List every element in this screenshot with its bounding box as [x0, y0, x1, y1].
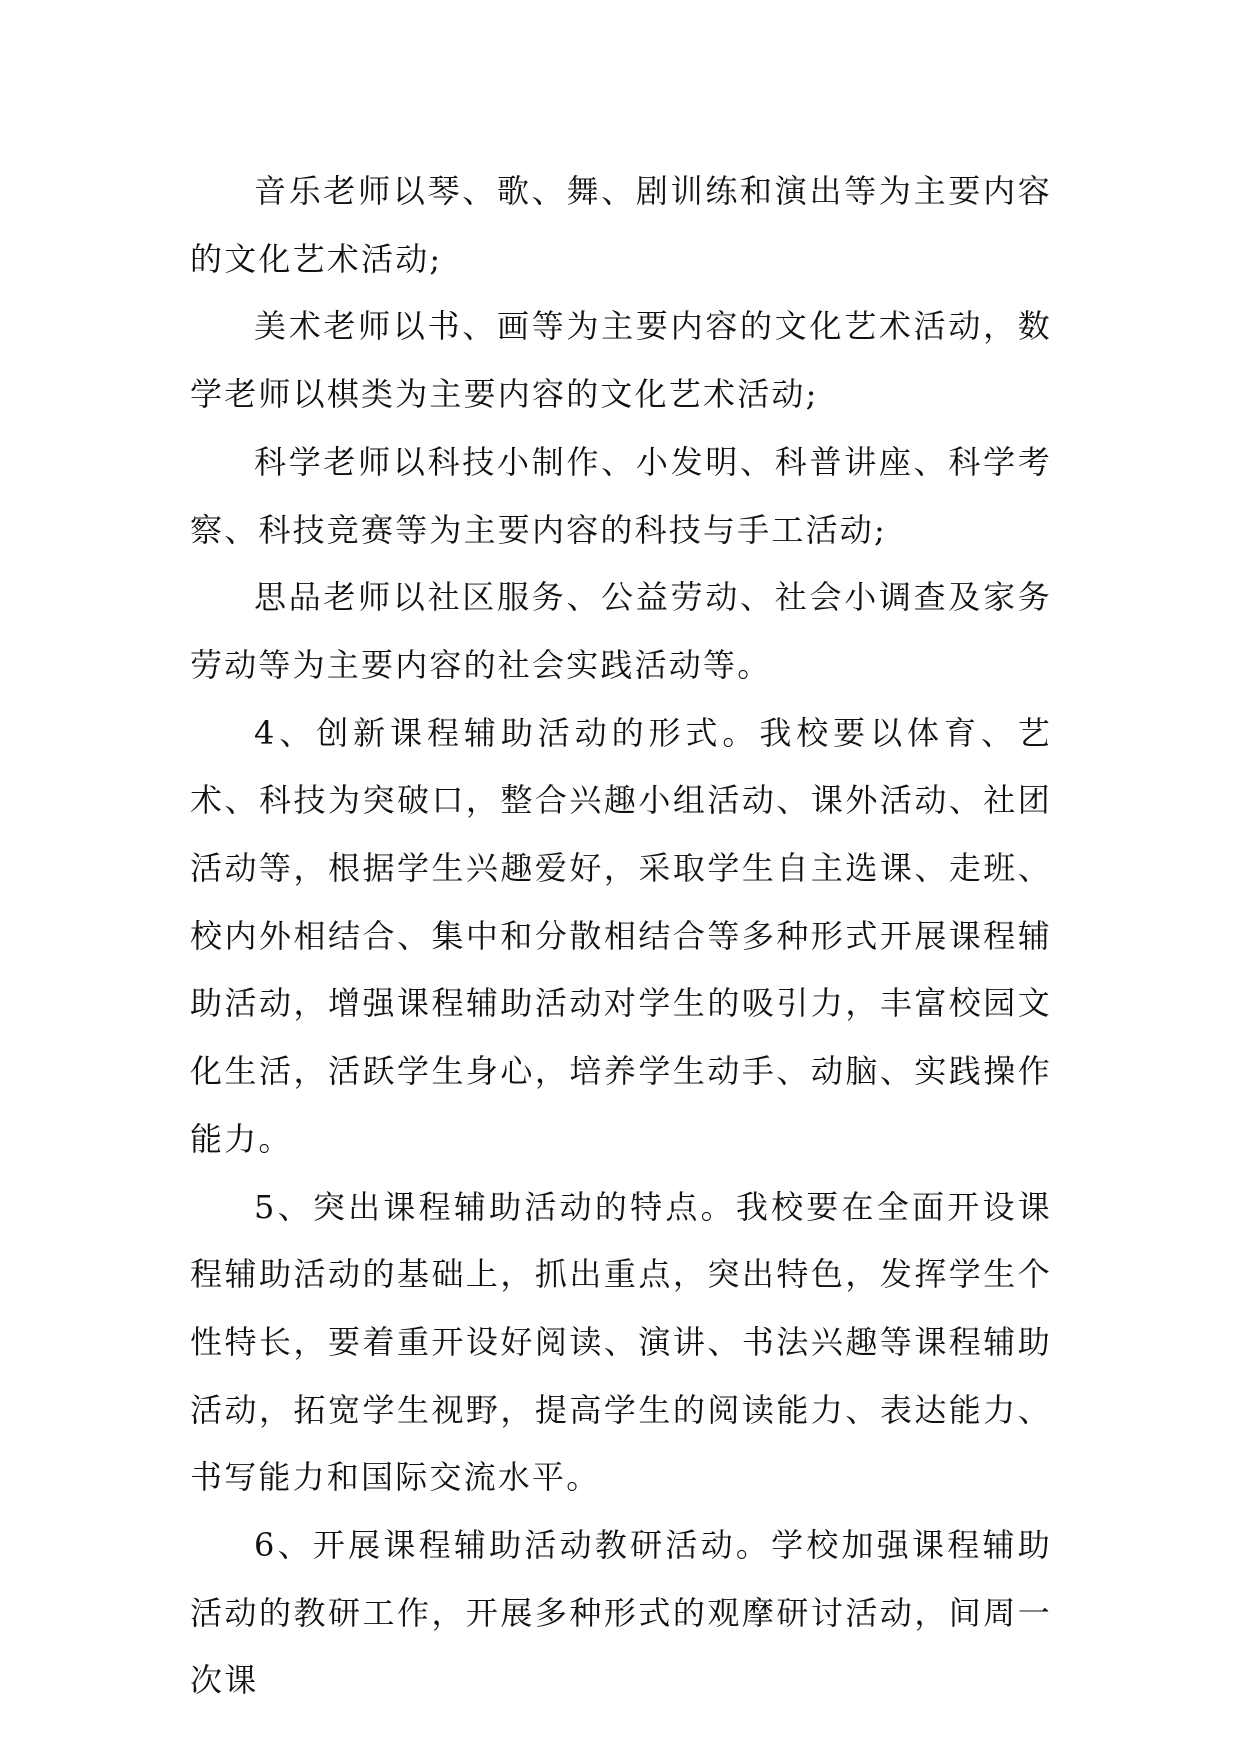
paragraph-ethics-teacher: 思品老师以社区服务、公益劳动、社会小调查及家务劳动等为主要内容的社会实践活动等。 — [190, 578, 1052, 684]
document-body — [190, 158, 1052, 1715]
paragraph-item-5: 5、突出课程辅助活动的特点。我校要在全面开设课程辅助活动的基础上，抓出重点，突出特色，发挥学生个性特长，要着重开设好阅读、演讲、书法兴趣等课程辅助活动，拓宽学生视野，提高学生的阅读能力、表达能力、书写能力和国际交流水平。 — [190, 1187, 1052, 1497]
paragraph-item-6: 6、开展课程辅助活动教研活动。学校加强课程辅助活动的教研工作，开展多种形式的观摩研讨活动，间周一次课 — [190, 1526, 1052, 1700]
paragraph-music-teacher: 音乐老师以琴、歌、舞、剧训练和演出等为主要内容的文化艺术活动; — [190, 172, 1052, 278]
paragraph-science-teacher: 科学老师以科技小制作、小发明、科普讲座、科学考察、科技竞赛等为主要内容的科技与手工活动; — [190, 442, 1052, 549]
paragraph-item-4: 4、创新课程辅助活动的形式。我校要以体育、艺术、科技为突破口，整合兴趣小组活动、课外活动、社团活动等，根据学生兴趣爱好，采取学生自主选课、走班、校内外相结合、集中和分散相结合等多种形式开展课程辅助活动，增强课程辅助活动对学生的吸引力，丰富校园文化生活，活跃学生身心，培养学生动手、动脑、实践操作能力。 — [190, 713, 1052, 1158]
paragraph-art-math-teacher: 美术老师以书、画等为主要内容的文化艺术活动，数学老师以棋类为主要内容的文化艺术活动; — [190, 307, 1052, 414]
